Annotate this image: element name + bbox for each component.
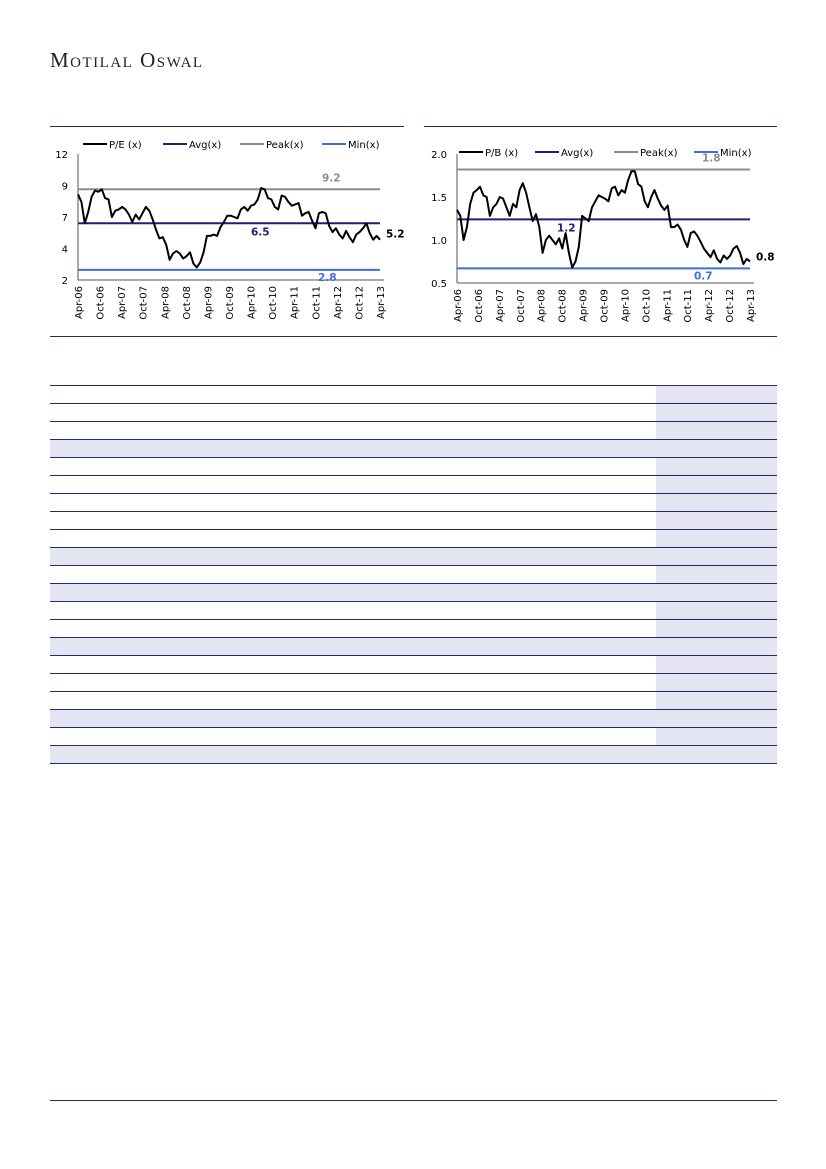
x-tick-label: Oct-07 (515, 289, 527, 323)
x-tick-label: Oct-09 (599, 289, 611, 323)
x-tick-label: Apr-09 (578, 289, 590, 322)
table-row (50, 494, 777, 512)
chart-left-top-rule (50, 126, 404, 127)
x-tick-label: Apr-12 (704, 289, 716, 322)
peak-label: 9.2 (322, 172, 341, 185)
table-row (50, 692, 777, 710)
charts-bottom-rule (50, 336, 777, 337)
x-tick-label: Apr-13 (376, 286, 387, 319)
peak-label: 1.8 (702, 152, 721, 165)
table-section-row (50, 710, 777, 728)
x-tick-label: Apr-07 (117, 286, 129, 319)
series-line (78, 188, 380, 267)
x-tick-label: Oct-12 (725, 289, 737, 323)
table-header-row (50, 386, 777, 404)
y-tick-label: 1.5 (431, 193, 447, 204)
x-tick-label: Oct-10 (268, 286, 280, 320)
x-tick-label: Oct-11 (311, 286, 323, 320)
y-tick-label: 7 (61, 213, 68, 224)
table-row (50, 728, 777, 746)
legend-label: Avg(x) (189, 140, 222, 151)
x-tick-label: Oct-11 (683, 289, 695, 323)
x-tick-label: Apr-08 (536, 289, 548, 322)
legend-label: Avg(x) (561, 148, 594, 159)
x-tick-label: Apr-10 (620, 289, 632, 322)
x-tick-label: Oct-08 (557, 289, 569, 323)
table-row (50, 404, 777, 422)
table-row (50, 674, 777, 692)
min-label: 0.7 (694, 270, 713, 283)
y-tick-label: 2 (61, 276, 68, 287)
y-tick-label: 2.0 (431, 150, 447, 161)
x-tick-label: Oct-07 (138, 286, 150, 320)
avg-label: 1.2 (557, 222, 576, 235)
x-tick-label: Oct-12 (354, 286, 366, 320)
y-tick-label: 1.0 (431, 236, 447, 247)
table-row (50, 602, 777, 620)
x-tick-label: Apr-06 (453, 289, 464, 322)
legend-label: Min(x) (348, 140, 380, 151)
x-tick-label: Apr-11 (289, 286, 301, 319)
x-tick-label: Apr-11 (662, 289, 674, 322)
table-row (50, 458, 777, 476)
table-row (50, 422, 777, 440)
x-tick-label: Oct-06 (473, 289, 485, 323)
table-section-row (50, 638, 777, 656)
pb-chart (424, 133, 777, 333)
last-value-label: 5.2 (386, 228, 405, 241)
x-tick-label: Oct-08 (181, 286, 193, 320)
legend-label: P/B (x) (485, 148, 519, 159)
table-row (50, 620, 777, 638)
table-row (50, 476, 777, 494)
table-row (50, 512, 777, 530)
x-tick-label: Apr-06 (74, 286, 85, 319)
legend-label: Min(x) (720, 148, 752, 159)
min-label: 2.8 (318, 271, 337, 284)
legend-label: P/E (x) (109, 140, 142, 151)
y-tick-label: 12 (55, 150, 68, 161)
x-tick-label: Oct-06 (95, 286, 107, 320)
x-tick-label: Apr-10 (246, 286, 258, 319)
table-row (50, 656, 777, 674)
table-row (50, 566, 777, 584)
table-row (50, 530, 777, 548)
footer-rule (50, 1100, 777, 1101)
x-tick-label: Oct-10 (641, 289, 653, 323)
legend-label: Peak(x) (266, 140, 304, 151)
legend-label: Peak(x) (640, 148, 678, 159)
avg-label: 6.5 (251, 226, 270, 239)
last-value-label: 0.8 (756, 251, 775, 264)
table-section-row (50, 746, 777, 764)
table-section-row (50, 440, 777, 458)
y-tick-label: 0.5 (431, 279, 447, 290)
x-tick-label: Apr-12 (332, 286, 344, 319)
x-tick-label: Apr-08 (160, 286, 172, 319)
valuation-table (50, 385, 777, 764)
pe-chart (50, 133, 404, 333)
brand-logo: Motilal Oswal (50, 48, 204, 72)
y-tick-label: 4 (61, 244, 68, 256)
x-tick-label: Apr-07 (494, 289, 506, 322)
y-tick-label: 9 (61, 181, 68, 193)
chart-right-top-rule (424, 126, 777, 127)
x-tick-label: Oct-09 (225, 286, 236, 320)
table-section-row (50, 584, 777, 602)
x-tick-label: Apr-13 (746, 289, 757, 322)
x-tick-label: Apr-09 (203, 286, 215, 319)
table-section-row (50, 548, 777, 566)
